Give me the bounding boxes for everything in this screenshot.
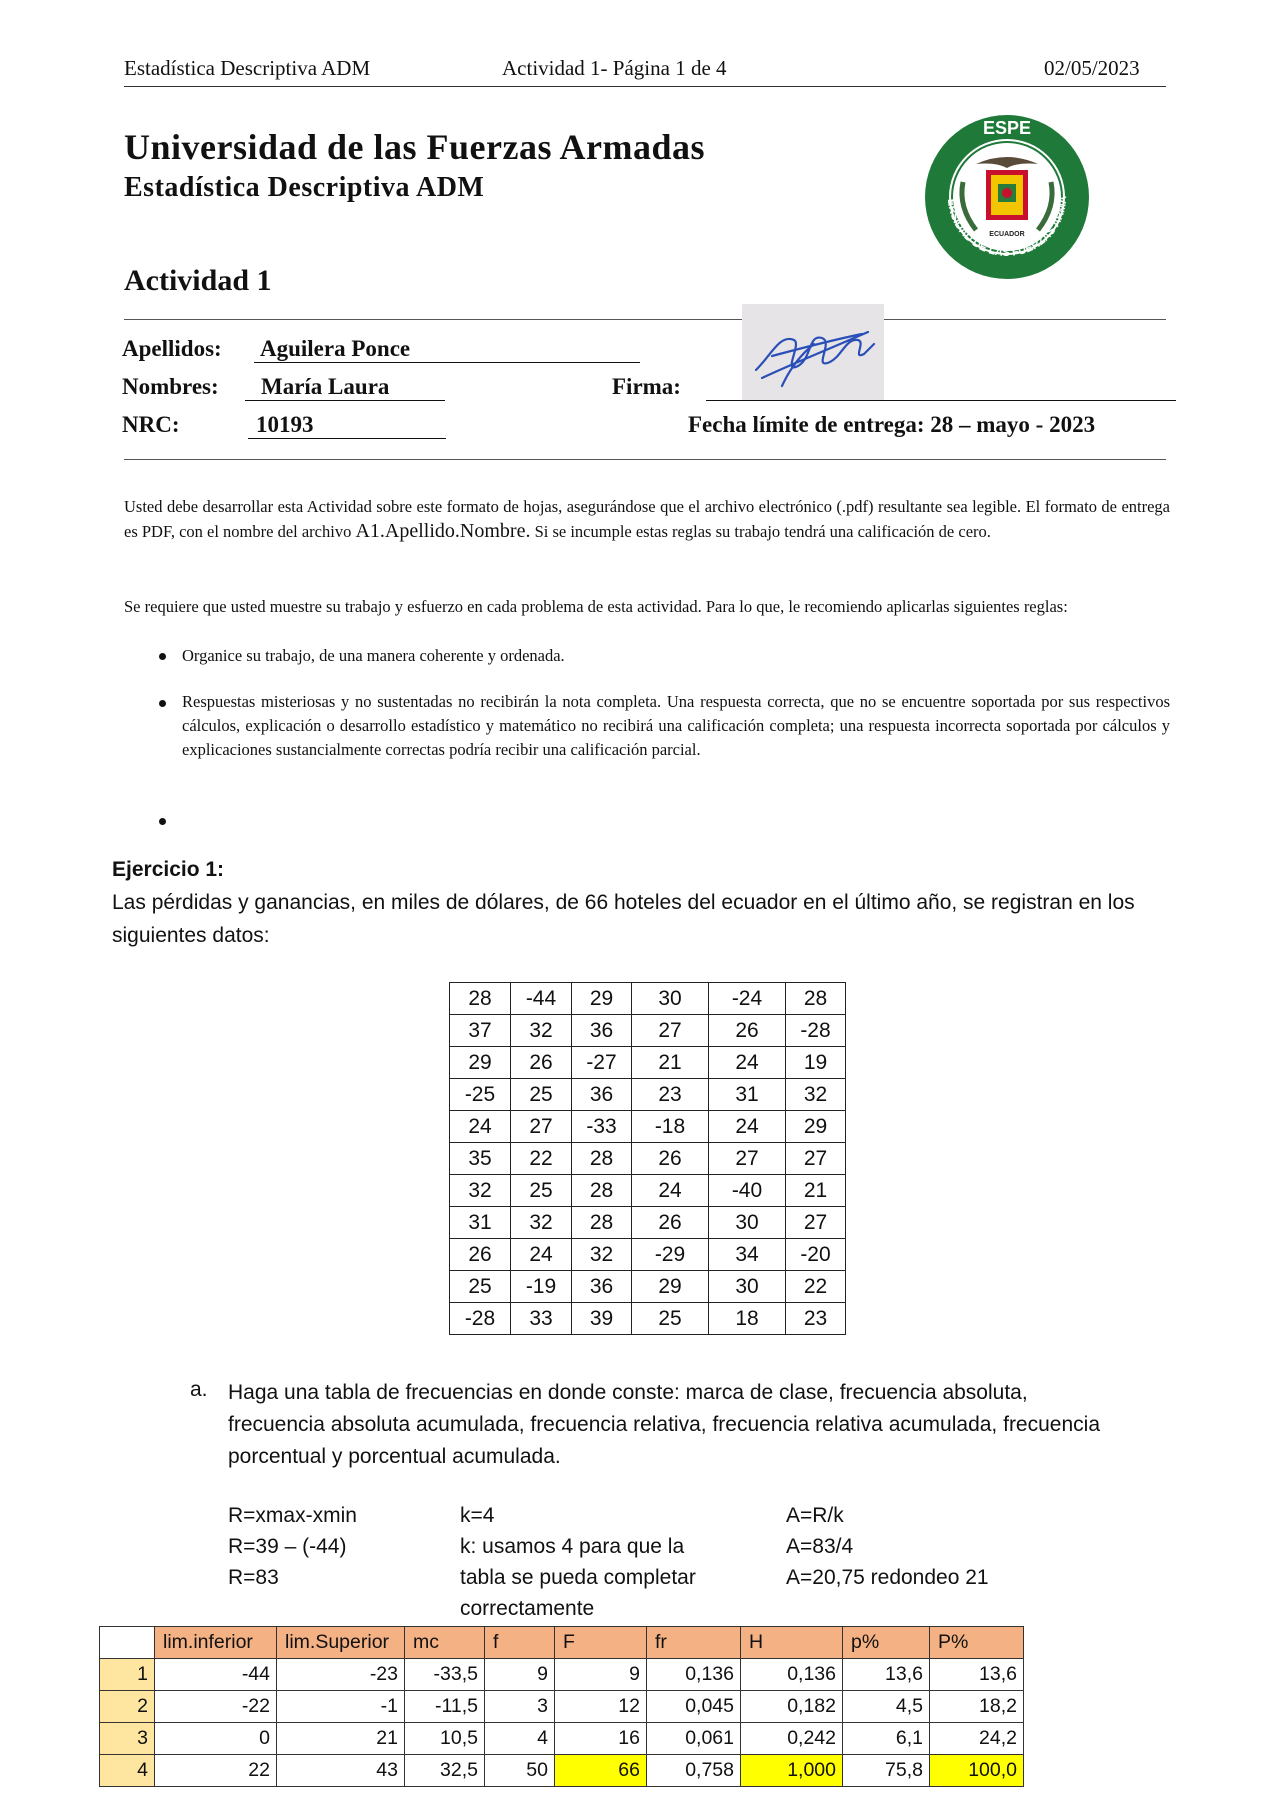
data-cell: 27 [511, 1111, 572, 1143]
data-table-row [450, 1047, 846, 1079]
header-date: 02/05/2023 [1044, 56, 1140, 80]
frequency-header-cell [100, 1627, 155, 1659]
data-cell: 34 [709, 1239, 786, 1271]
data-cell: 22 [786, 1271, 846, 1303]
nombres-value: María Laura [245, 374, 445, 401]
data-cell: 24 [709, 1111, 786, 1143]
calc-line: R=83 [228, 1566, 279, 1589]
calc-line: R=xmax-xmin [228, 1504, 357, 1527]
nombres-label: Nombres: [122, 374, 219, 399]
data-cell: 26 [709, 1015, 786, 1047]
frequency-cell: 1,000 [741, 1755, 843, 1787]
divider-top [124, 319, 1166, 320]
data-cell: 36 [572, 1015, 632, 1047]
frequency-cell: 50 [485, 1755, 555, 1787]
data-cell: 32 [786, 1079, 846, 1111]
calc-line: A=20,75 redondeo 21 [786, 1566, 989, 1589]
data-table-row [450, 1143, 846, 1175]
header-center: Actividad 1- Página 1 de 4 [502, 56, 727, 80]
data-cell: 28 [572, 1143, 632, 1175]
data-cell: 27 [632, 1015, 709, 1047]
activity-title: Actividad 1 [124, 264, 272, 297]
class-index-cell: 4 [100, 1755, 155, 1787]
data-cell: 24 [632, 1175, 709, 1207]
frequency-header-cell: lim.inferior [155, 1627, 277, 1659]
instructions-paragraph-1: Usted debe desarrollar esta Actividad sobre este formato de hojas, asegurándose que el archivo electrónico (.pdf) resultante sea legible. El formato de entrega es PDF, con el nombre del archivo A1.Apellido.Nombre. Si se incumple estas reglas su trabajo tendrá una calificación de cero. [124, 497, 1170, 542]
data-cell: 27 [786, 1207, 846, 1239]
data-cell: 39 [572, 1303, 632, 1335]
data-cell: 23 [632, 1079, 709, 1111]
data-cell: 22 [511, 1143, 572, 1175]
data-cell: 35 [450, 1143, 511, 1175]
frequency-row [100, 1691, 1024, 1723]
header-divider [124, 86, 1166, 87]
data-cell: 31 [450, 1207, 511, 1239]
data-cell: 18 [709, 1303, 786, 1335]
frequency-cell: 18,2 [930, 1691, 1024, 1723]
frequency-cell: -23 [277, 1659, 405, 1691]
frequency-cell: 0,242 [741, 1723, 843, 1755]
data-cell: 30 [709, 1271, 786, 1303]
question-marker: a. [190, 1378, 208, 1401]
data-cell: 27 [709, 1143, 786, 1175]
data-cell: -33 [572, 1111, 632, 1143]
frequency-cell: 16 [555, 1723, 647, 1755]
exercise-text: Las pérdidas y ganancias, en miles de dólares, de 66 hoteles del ecuador en el último año, se registran en los siguientes datos: [112, 891, 1135, 947]
data-cell: 30 [632, 983, 709, 1015]
frequency-header-cell: f [485, 1627, 555, 1659]
frequency-cell: 9 [555, 1659, 647, 1691]
frequency-cell: 13,6 [930, 1659, 1024, 1691]
data-cell: -19 [511, 1271, 572, 1303]
data-cell: 23 [786, 1303, 846, 1335]
bullet-dot [159, 700, 166, 707]
frequency-row [100, 1659, 1024, 1691]
data-cell: 26 [450, 1239, 511, 1271]
data-cell: -27 [572, 1047, 632, 1079]
header-left: Estadística Descriptiva ADM [124, 56, 371, 80]
exercise-title: Ejercicio 1: [112, 858, 225, 881]
data-cell: 32 [511, 1015, 572, 1047]
data-table [449, 982, 846, 1335]
frequency-cell: 6,1 [843, 1723, 930, 1755]
calc-line: A=R/k [786, 1504, 844, 1527]
data-cell: -18 [632, 1111, 709, 1143]
data-cell: 28 [572, 1175, 632, 1207]
frequency-cell: 21 [277, 1723, 405, 1755]
frequency-header-cell: fr [647, 1627, 741, 1659]
frequency-header-cell: P% [930, 1627, 1024, 1659]
data-cell: 28 [786, 983, 846, 1015]
data-cell: 27 [786, 1143, 846, 1175]
data-cell: -24 [709, 983, 786, 1015]
calc-line: tabla se pueda completar [460, 1566, 696, 1589]
frequency-cell: 24,2 [930, 1723, 1024, 1755]
data-table-row [450, 1303, 846, 1335]
data-cell: 32 [511, 1207, 572, 1239]
data-cell: 36 [572, 1271, 632, 1303]
logo-top-text: ESPE [982, 118, 1032, 138]
data-cell: 29 [632, 1271, 709, 1303]
frequency-cell: 0,758 [647, 1755, 741, 1787]
frequency-cell: 0,136 [741, 1659, 843, 1691]
data-cell: 26 [632, 1143, 709, 1175]
data-cell: 24 [709, 1047, 786, 1079]
nrc-label: NRC: [122, 412, 180, 437]
data-table-row [450, 1111, 846, 1143]
data-cell: 21 [632, 1047, 709, 1079]
data-cell: -28 [450, 1303, 511, 1335]
signature-image [742, 304, 884, 400]
instructions-paragraph-2: Se requiere que usted muestre su trabajo y esfuerzo en cada problema de esta actividad. Para lo que, le recomiendo aplicarlas siguientes reglas: [124, 597, 1068, 616]
data-cell: -28 [786, 1015, 846, 1047]
data-cell: 29 [572, 983, 632, 1015]
apellidos-value: Aguilera Ponce [254, 336, 640, 363]
data-cell: 37 [450, 1015, 511, 1047]
frequency-cell: -22 [155, 1691, 277, 1723]
calc-line: R=39 – (-44) [228, 1535, 347, 1558]
data-table-row [450, 1079, 846, 1111]
frequency-cell: -33,5 [405, 1659, 485, 1691]
data-table-row [450, 1015, 846, 1047]
filename-format: A1.Apellido.Nombre. [355, 520, 531, 542]
university-title: Universidad de las Fuerzas Armadas [124, 127, 706, 167]
bullet-1: Organice su trabajo, de una manera coherente y ordenada. [182, 646, 565, 665]
frequency-row [100, 1755, 1024, 1787]
apellidos-label: Apellidos: [122, 336, 222, 361]
class-index-cell: 2 [100, 1691, 155, 1723]
frequency-header-row [100, 1627, 1024, 1659]
data-cell: 25 [450, 1271, 511, 1303]
data-table-row [450, 1175, 846, 1207]
data-cell: 28 [450, 983, 511, 1015]
deadline: Fecha límite de entrega: 28 – mayo - 2023 [688, 412, 1096, 437]
calc-classes [460, 1500, 696, 1624]
data-cell: 19 [786, 1047, 846, 1079]
calc-line: correctamente [460, 1597, 595, 1620]
frequency-table [99, 1626, 1024, 1787]
frequency-row [100, 1723, 1024, 1755]
data-cell: 32 [572, 1239, 632, 1271]
nrc-value: 10193 [248, 412, 446, 439]
frequency-cell: 0 [155, 1723, 277, 1755]
frequency-cell: 4,5 [843, 1691, 930, 1723]
class-index-cell: 3 [100, 1723, 155, 1755]
calc-line: k=4 [460, 1504, 495, 1527]
data-cell: 33 [511, 1303, 572, 1335]
firma-label: Firma: [612, 374, 681, 399]
frequency-cell: 0,061 [647, 1723, 741, 1755]
firma-line [706, 400, 1176, 401]
calc-line: A=83/4 [786, 1535, 854, 1558]
data-cell: 26 [511, 1047, 572, 1079]
data-cell: 24 [511, 1239, 572, 1271]
course-title: Estadística Descriptiva ADM [124, 172, 485, 203]
data-cell: 29 [450, 1047, 511, 1079]
frequency-cell: 0,182 [741, 1691, 843, 1723]
calc-line: k: usamos 4 para que la [460, 1535, 685, 1558]
frequency-cell: 12 [555, 1691, 647, 1723]
frequency-cell: 66 [555, 1755, 647, 1787]
frequency-cell: 32,5 [405, 1755, 485, 1787]
data-cell: -25 [450, 1079, 511, 1111]
data-cell: 26 [632, 1207, 709, 1239]
data-cell: 25 [632, 1303, 709, 1335]
frequency-cell: 0,136 [647, 1659, 741, 1691]
data-table-row [450, 1271, 846, 1303]
frequency-header-cell: p% [843, 1627, 930, 1659]
divider-bottom [124, 459, 1166, 460]
espe-logo [918, 112, 1096, 282]
bullet-dot [159, 653, 166, 660]
bullet-dot-empty [159, 818, 166, 825]
frequency-cell: 100,0 [930, 1755, 1024, 1787]
calc-range [228, 1500, 357, 1593]
frequency-header-cell: F [555, 1627, 647, 1659]
data-cell: -20 [786, 1239, 846, 1271]
data-cell: 25 [511, 1175, 572, 1207]
data-cell: -44 [511, 983, 572, 1015]
data-cell: -40 [709, 1175, 786, 1207]
logo-ring-text: ERSIDAD DE LAS FUERZAS ARMA [944, 195, 1070, 260]
data-cell: 28 [572, 1207, 632, 1239]
data-cell: 25 [511, 1079, 572, 1111]
calc-amplitude [786, 1500, 989, 1593]
frequency-cell: 0,045 [647, 1691, 741, 1723]
data-cell: -29 [632, 1239, 709, 1271]
data-table-row [450, 983, 846, 1015]
data-cell: 24 [450, 1111, 511, 1143]
bullet-2: Respuestas misteriosas y no sustentadas no recibirán la nota completa. Una respuesta correcta, que no se encuentre soportada por sus respectivos cálculos, explicación o desarrollo estadístico y matemático no recibirá una calificación completa; una respuesta incorrecta soportada por cálculos y explicaciones sustancialmente correctas podría recibir una calificación parcial. [182, 692, 1170, 759]
data-cell: 30 [709, 1207, 786, 1239]
class-index-cell: 1 [100, 1659, 155, 1691]
frequency-header-cell: mc [405, 1627, 485, 1659]
frequency-header-cell: H [741, 1627, 843, 1659]
frequency-cell: 75,8 [843, 1755, 930, 1787]
frequency-cell: -1 [277, 1691, 405, 1723]
frequency-cell: 43 [277, 1755, 405, 1787]
frequency-cell: 4 [485, 1723, 555, 1755]
question-text: Haga una tabla de frecuencias en donde conste: marca de clase, frecuencia absoluta, frecuencia absoluta acumulada, frecuencia relativa, frecuencia relativa acumulada, frecuencia porcentual y porcentual acumulada. [228, 1381, 1100, 1468]
data-cell: 31 [709, 1079, 786, 1111]
frequency-cell: 10,5 [405, 1723, 485, 1755]
frequency-cell: -11,5 [405, 1691, 485, 1723]
frequency-header-cell: lim.Superior [277, 1627, 405, 1659]
frequency-cell: 9 [485, 1659, 555, 1691]
frequency-cell: -44 [155, 1659, 277, 1691]
logo-country: ECUADOR [989, 231, 1025, 238]
data-cell: 32 [450, 1175, 511, 1207]
data-table-row [450, 1239, 846, 1271]
data-cell: 36 [572, 1079, 632, 1111]
data-cell: 21 [786, 1175, 846, 1207]
data-cell: 29 [786, 1111, 846, 1143]
frequency-cell: 3 [485, 1691, 555, 1723]
frequency-cell: 22 [155, 1755, 277, 1787]
frequency-cell: 13,6 [843, 1659, 930, 1691]
data-table-row [450, 1207, 846, 1239]
